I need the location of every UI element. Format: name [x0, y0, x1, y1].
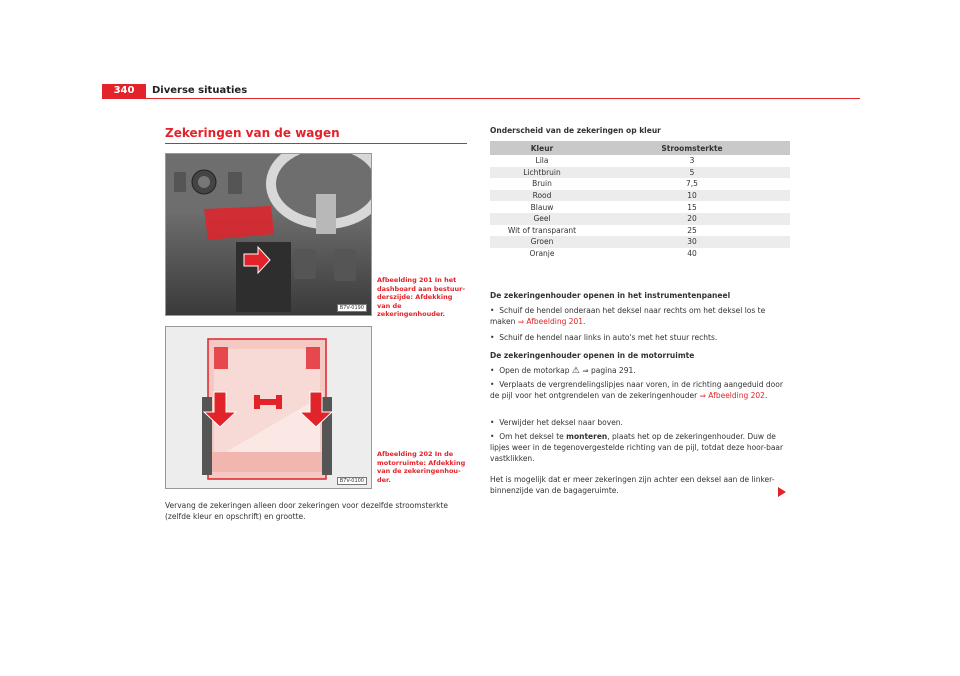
list-item-text: Schuif de hendel onderaan het deksel naar rechts om het deksel los te maken — [490, 306, 766, 326]
page-reference: ⇒ pagina 291. — [582, 366, 636, 375]
cell-color: Oranje — [529, 249, 555, 259]
list-item-text: Schuif de hendel naar links in auto's met het stuur rechts. — [499, 333, 718, 342]
bullet: • — [490, 333, 500, 342]
cell-color: Lichtbruin — [490, 167, 594, 179]
figure-dashboard — [165, 153, 372, 316]
running-title: Diverse situaties — [152, 85, 248, 96]
cell-color: Lila — [535, 156, 549, 166]
cell-current: 5 — [594, 167, 790, 179]
page-number: 340 — [102, 84, 146, 98]
list-item — [490, 379, 790, 401]
bullet: • — [490, 380, 500, 389]
list-item-end: . — [764, 391, 768, 400]
section-title: Zekeringen van de wagen — [165, 126, 340, 140]
table-row — [490, 236, 790, 248]
cell-current: 7,5 — [686, 179, 698, 189]
table-row — [490, 190, 790, 202]
header-rule — [102, 98, 860, 99]
list-item-text: Om het deksel te — [499, 432, 567, 441]
list-item-text: Verwijder het deksel naar boven. — [499, 418, 623, 427]
continue-arrow-icon — [778, 487, 786, 497]
list-item-end: . — [583, 317, 586, 326]
section-rule — [165, 143, 467, 144]
list-item — [490, 365, 790, 377]
list-item — [490, 305, 790, 327]
cell-color: Bruin — [532, 179, 552, 189]
table-row — [490, 213, 790, 225]
cell-color: Geel — [490, 213, 594, 225]
figure-202-caption: Afbeelding 202 In de motorruimte: Afdekking van de zekeringenhou-der. — [377, 450, 466, 484]
cell-current: 15 — [687, 202, 697, 212]
table-row — [490, 201, 790, 213]
list-item — [490, 417, 790, 428]
fuse-box-illustration — [166, 327, 371, 488]
engine-section-heading: De zekeringenhouder openen in de motorruimte — [490, 351, 695, 360]
cell-color: Rood — [490, 190, 594, 202]
figure-code: B7V-0190 — [337, 304, 367, 312]
dashboard-section-heading: De zekeringenhouder openen in het instrumentenpaneel — [490, 291, 731, 300]
cell-current: 25 — [687, 225, 697, 235]
table-row — [490, 155, 790, 167]
emphasis-text: monteren — [566, 432, 608, 441]
warning-triangle-icon: ⚠ — [571, 366, 580, 376]
table-row — [490, 248, 790, 260]
column-header-current: Stroomsterkte — [594, 141, 790, 155]
list-item-text: Verplaats de vergrendelingslipjes naar voren, in de richting aangeduid door de pijl voor het ontgrendelen van de zekeringenhouder — [490, 380, 783, 400]
list-item — [490, 431, 790, 464]
table-row — [490, 178, 790, 190]
cell-color: Groen — [490, 236, 594, 248]
figure-engine-bay — [165, 326, 372, 489]
list-item-text: Open de motorkap — [499, 366, 570, 375]
cell-color: Wit of transparant — [507, 225, 577, 235]
fuse-replacement-note: Vervang de zekeringen alleen door zekeringen voor dezelfde stroomsterkte (zelfde kleur en opschrift) en grootte. — [165, 501, 449, 521]
cell-color: Blauw — [530, 202, 554, 212]
bullet: • — [490, 418, 500, 427]
cell-current: 40 — [687, 249, 697, 259]
table-row — [490, 167, 790, 179]
figure-201-caption: Afbeelding 201 In het dashboard aan bestuur-derszijde: Afdekking van de zekeringenhouder. — [377, 276, 466, 318]
table-row — [490, 225, 790, 237]
cell-current: 3 — [689, 156, 695, 166]
figure-code: B7V-0100 — [337, 477, 367, 485]
bullet: • — [490, 306, 500, 315]
cell-current: 30 — [594, 236, 790, 248]
table-header-row — [490, 141, 790, 155]
bullet: • — [490, 366, 500, 375]
table-title: Onderscheid van de zekeringen op kleur — [490, 126, 661, 135]
luggage-note: Het is mogelijk dat er meer zekeringen zijn achter een deksel aan de linker-binnenzijde van de bagageruimte. — [490, 475, 775, 495]
dashboard-illustration — [166, 154, 371, 315]
list-item — [490, 332, 790, 343]
column-header-color: Kleur — [490, 141, 594, 155]
bullet: • — [490, 432, 500, 441]
figure-202-link[interactable]: ⇒ Afbeelding 202 — [699, 391, 765, 400]
fuse-color-table — [490, 141, 790, 259]
figure-201-link[interactable]: ⇒ Afbeelding 201 — [517, 317, 584, 326]
list-item-text-cont: , plaats het op de zekeringenhouder. Duw de lipjes weer in de tegenovergestelde richting van de pijl, totdat deze hoor-baar vastklikken. — [490, 432, 784, 463]
cell-current: 20 — [594, 213, 790, 225]
cell-current: 10 — [594, 190, 790, 202]
